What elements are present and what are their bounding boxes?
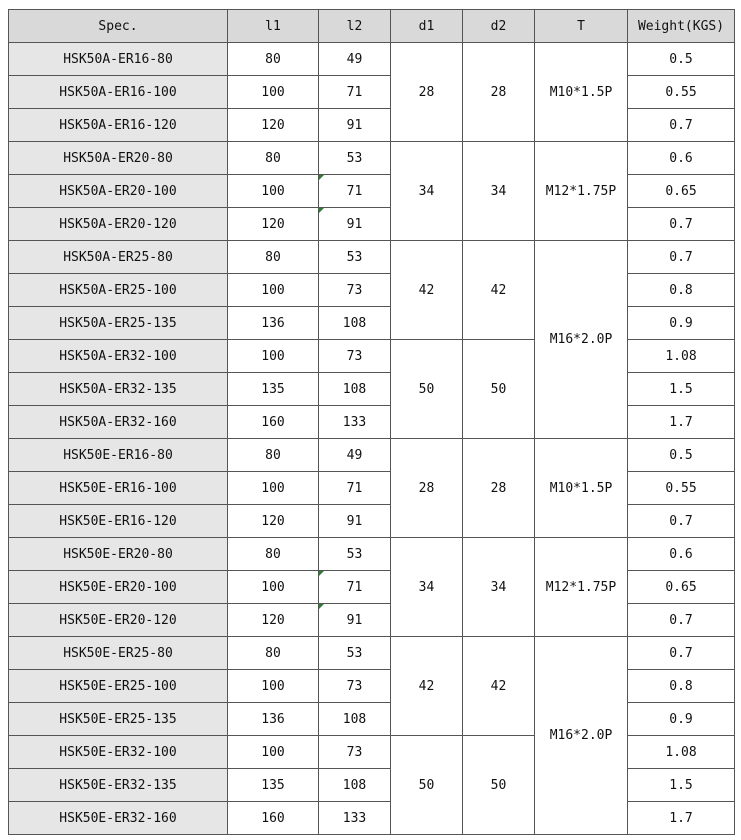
spec-cell: HSK50A-ER25-135 [9, 307, 228, 340]
header-row [9, 10, 735, 43]
spec-cell: HSK50E-ER32-135 [9, 769, 228, 802]
weight-cell: 0.7 [628, 241, 735, 274]
d2-cell: 28 [463, 439, 535, 538]
l1-cell: 100 [228, 472, 319, 505]
table-row [9, 43, 735, 76]
spec-cell: HSK50A-ER20-100 [9, 175, 228, 208]
d2-cell: 34 [463, 142, 535, 241]
l1-cell: 100 [228, 340, 319, 373]
spec-cell: HSK50A-ER20-120 [9, 208, 228, 241]
l2-cell: 108 [319, 703, 391, 736]
l2-cell: 71 [319, 571, 391, 604]
l1-cell: 80 [228, 241, 319, 274]
l1-cell: 80 [228, 43, 319, 76]
l2-cell: 133 [319, 802, 391, 835]
l1-cell: 120 [228, 109, 319, 142]
spec-cell: HSK50E-ER16-100 [9, 472, 228, 505]
l2-cell: 133 [319, 406, 391, 439]
weight-cell: 0.6 [628, 142, 735, 175]
header-weight: Weight(KGS) [628, 10, 735, 43]
spec-cell: HSK50E-ER25-100 [9, 670, 228, 703]
table-row [9, 241, 735, 274]
l2-cell: 73 [319, 274, 391, 307]
l2-cell: 71 [319, 472, 391, 505]
l2-cell: 73 [319, 736, 391, 769]
d1-cell: 42 [391, 241, 463, 340]
spec-cell: HSK50A-ER32-100 [9, 340, 228, 373]
l2-cell: 49 [319, 439, 391, 472]
thread-cell: M10*1.5P [535, 43, 628, 142]
l2-cell: 73 [319, 340, 391, 373]
d1-cell: 34 [391, 538, 463, 637]
spec-cell: HSK50E-ER20-120 [9, 604, 228, 637]
spec-table [8, 9, 735, 835]
weight-cell: 0.7 [628, 109, 735, 142]
l2-cell: 53 [319, 241, 391, 274]
d1-cell: 34 [391, 142, 463, 241]
spec-cell: HSK50A-ER32-135 [9, 373, 228, 406]
l2-cell: 49 [319, 43, 391, 76]
weight-cell: 0.5 [628, 439, 735, 472]
weight-cell: 0.7 [628, 637, 735, 670]
d2-cell: 42 [463, 637, 535, 736]
d2-cell: 28 [463, 43, 535, 142]
l1-cell: 135 [228, 769, 319, 802]
l2-cell: 53 [319, 142, 391, 175]
table-row [9, 637, 735, 670]
d2-cell: 50 [463, 340, 535, 439]
weight-cell: 0.55 [628, 76, 735, 109]
weight-cell: 0.6 [628, 538, 735, 571]
header-d1: d1 [391, 10, 463, 43]
l1-cell: 100 [228, 175, 319, 208]
d1-cell: 28 [391, 439, 463, 538]
thread-cell: M16*2.0P [535, 637, 628, 835]
weight-cell: 0.65 [628, 175, 735, 208]
spec-cell: HSK50E-ER32-160 [9, 802, 228, 835]
table-row [9, 439, 735, 472]
l1-cell: 100 [228, 76, 319, 109]
l2-cell: 108 [319, 769, 391, 802]
table-row [9, 538, 735, 571]
weight-cell: 0.7 [628, 208, 735, 241]
l1-cell: 135 [228, 373, 319, 406]
thread-cell: M10*1.5P [535, 439, 628, 538]
weight-cell: 1.7 [628, 802, 735, 835]
l1-cell: 100 [228, 571, 319, 604]
spec-cell: HSK50A-ER16-80 [9, 43, 228, 76]
l2-cell: 91 [319, 109, 391, 142]
spec-cell: HSK50A-ER20-80 [9, 142, 228, 175]
spec-cell: HSK50E-ER32-100 [9, 736, 228, 769]
spec-cell: HSK50E-ER20-100 [9, 571, 228, 604]
spec-cell: HSK50A-ER25-80 [9, 241, 228, 274]
l2-cell: 71 [319, 175, 391, 208]
weight-cell: 0.7 [628, 604, 735, 637]
spec-cell: HSK50A-ER32-160 [9, 406, 228, 439]
weight-cell: 0.5 [628, 43, 735, 76]
l1-cell: 120 [228, 208, 319, 241]
l2-cell: 91 [319, 505, 391, 538]
weight-cell: 0.9 [628, 703, 735, 736]
thread-cell: M16*2.0P [535, 241, 628, 439]
l1-cell: 120 [228, 604, 319, 637]
header-thread: T [535, 10, 628, 43]
weight-cell: 0.8 [628, 670, 735, 703]
d1-cell: 50 [391, 340, 463, 439]
weight-cell: 1.5 [628, 769, 735, 802]
l1-cell: 100 [228, 274, 319, 307]
spec-cell: HSK50E-ER16-80 [9, 439, 228, 472]
d1-cell: 28 [391, 43, 463, 142]
l2-cell: 53 [319, 538, 391, 571]
weight-cell: 0.9 [628, 307, 735, 340]
l2-cell: 108 [319, 373, 391, 406]
weight-cell: 0.65 [628, 571, 735, 604]
spec-cell: HSK50E-ER16-120 [9, 505, 228, 538]
header-spec: Spec. [9, 10, 228, 43]
l1-cell: 80 [228, 142, 319, 175]
l1-cell: 80 [228, 538, 319, 571]
l1-cell: 80 [228, 439, 319, 472]
spec-cell: HSK50E-ER25-135 [9, 703, 228, 736]
d1-cell: 50 [391, 736, 463, 835]
l1-cell: 120 [228, 505, 319, 538]
spec-cell: HSK50A-ER25-100 [9, 274, 228, 307]
d2-cell: 50 [463, 736, 535, 835]
weight-cell: 1.7 [628, 406, 735, 439]
l1-cell: 80 [228, 637, 319, 670]
l1-cell: 136 [228, 307, 319, 340]
spec-cell: HSK50A-ER16-120 [9, 109, 228, 142]
l2-cell: 53 [319, 637, 391, 670]
header-l2: l2 [319, 10, 391, 43]
header-d2: d2 [463, 10, 535, 43]
d1-cell: 42 [391, 637, 463, 736]
weight-cell: 0.7 [628, 505, 735, 538]
weight-cell: 0.8 [628, 274, 735, 307]
l2-cell: 91 [319, 604, 391, 637]
thread-cell: M12*1.75P [535, 142, 628, 241]
weight-cell: 1.08 [628, 340, 735, 373]
l1-cell: 136 [228, 703, 319, 736]
l1-cell: 160 [228, 406, 319, 439]
d2-cell: 42 [463, 241, 535, 340]
spec-cell: HSK50E-ER20-80 [9, 538, 228, 571]
weight-cell: 0.55 [628, 472, 735, 505]
l1-cell: 100 [228, 670, 319, 703]
l2-cell: 73 [319, 670, 391, 703]
spec-cell: HSK50A-ER16-100 [9, 76, 228, 109]
l1-cell: 160 [228, 802, 319, 835]
weight-cell: 1.08 [628, 736, 735, 769]
l2-cell: 71 [319, 76, 391, 109]
thread-cell: M12*1.75P [535, 538, 628, 637]
l1-cell: 100 [228, 736, 319, 769]
l2-cell: 91 [319, 208, 391, 241]
spec-cell: HSK50E-ER25-80 [9, 637, 228, 670]
table-row [9, 142, 735, 175]
d2-cell: 34 [463, 538, 535, 637]
weight-cell: 1.5 [628, 373, 735, 406]
l2-cell: 108 [319, 307, 391, 340]
header-l1: l1 [228, 10, 319, 43]
